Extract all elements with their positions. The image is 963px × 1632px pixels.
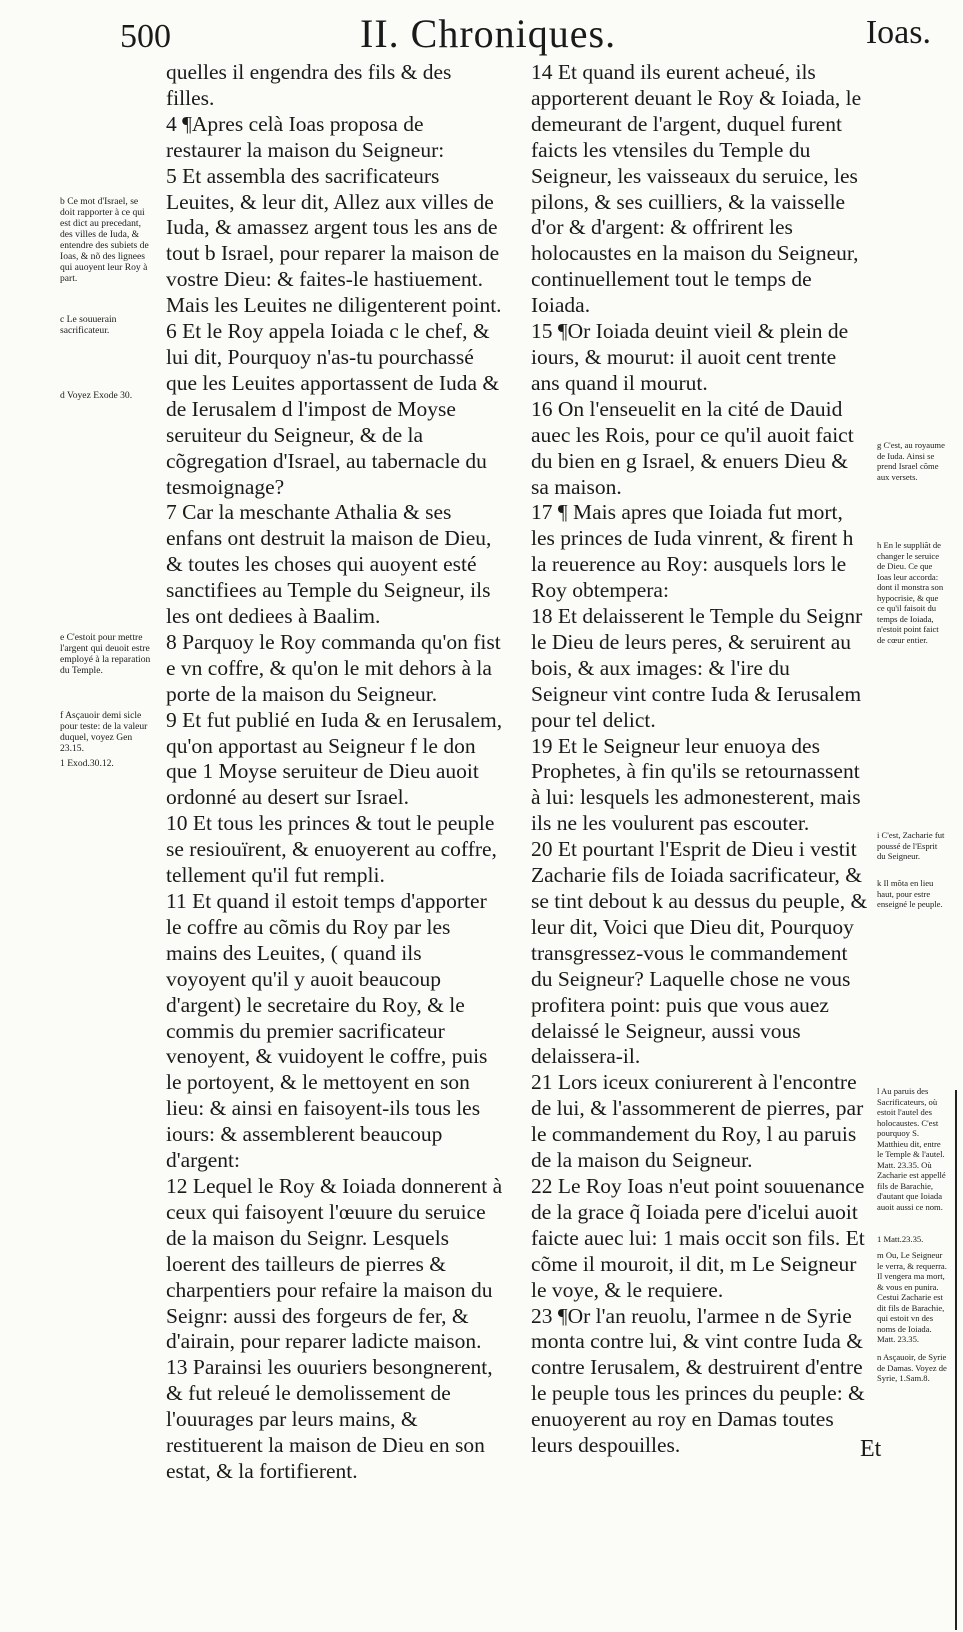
margin-note-g: g C'est, au royaume de Iuda. Ainsi se prend Israel cõme aux versets. — [877, 440, 945, 482]
verse-4: 4 ¶Apres celà Ioas proposa de restaurer la maison du Seigneur: — [166, 111, 445, 162]
verse-7: 7 Car la meschante Athalia & ses enfans ont destruit la maison de Dieu, & toutes les choses qui auoyent esté sanctifiees au Temple du Seigneur, ils les ont dediees à Baalim. — [166, 500, 492, 629]
verse-14: 14 Et quand ils eurent acheué, ils apporterent deuant le Roy & Ioiada, le demeurant de l'argent, duquel furent faicts les vtensiles du Temple du Seigneur, les vaisseaux du seruice, les pilons, & ses cuilliers, & la vaisselle d'or & d'argent: & offrirent les holocaustes en la maison du Seigneur, continuellement tout le temps de Ioiada. — [531, 60, 862, 318]
verse-8: 8 Parquoy le Roy commanda qu'on fist e vn coffre, & qu'on le mit dehors à la porte de la maison du Seigneur. — [166, 629, 501, 706]
verse-6: 6 Et le Roy appela Ioiada c le chef, & lui dit, Pourquoy n'as-tu pourchassé que les Leuites apportassent de Iuda & de Ierusalem d l'impost de Moyse seruiteur du Seigneur, & de la cõgregation d'Israel, au tabernacle du tesmoignage? — [166, 319, 500, 499]
margin-note-e: e C'estoit pour mettre l'argent qui deuoit estre employé à la reparation du Temple. — [60, 632, 151, 676]
verse-19: 19 Et le Seigneur leur enuoya des Prophetes, à fin qu'ils se retournassent à lui: lesquels les admonesterent, mais ils ne les voulurent pas escouter. — [531, 733, 861, 836]
verse-3-end: quelles il engendra des fils & des filles. — [166, 60, 452, 110]
verse-13: 13 Parainsi les ouuriers besongnerent, & fut releué le demolissement de l'ouurages par leurs mains, & restituerent la maison de Dieu en son estat, & la fortifierent. — [166, 1355, 493, 1483]
verse-20: 20 Et pourtant l'Esprit de Dieu i vestit Zacharie fils de Ioiada sacrificateur, & se tint debout k au dessus du peuple, & leur dit, Voici que Dieu dit, Pourquoy transgressez-vous le commandement du Seigneur? Laquelle chose ne vous profitera point: puis que vous auez delaissé le Seigneur, aussi vous delaissera-il. — [531, 837, 868, 1069]
margin-note-l: l Au paruis des Sacrificateurs, où estoit l'autel des holocaustes. C'est pourquoy S. Matthieu dit, entre le Temple & l'autel. Matt. 23.35. Où Zacharie est appellé fils de Barachie, d'autant que Ioiada auoit aussi ce nom. — [877, 1086, 946, 1212]
margin-note-f: f Asçauoir demi sicle pour teste: de la valeur duquel, voyez Gen 23.15. — [60, 710, 148, 754]
catchword: Et — [860, 1436, 882, 1462]
verse-21: 21 Lors iceux coniurerent à l'encontre de lui, & l'assommerent de pierres, par le commandement du Roy, l au paruis de la maison du Seigneur. — [531, 1070, 864, 1173]
margin-note-b: b Ce mot d'Israel, se doit rapporter à ce qui est dict au precedant, des villes de Iuda, & entendre des subiets de Ioas, & nõ des lignees qui auoyent leur Roy à part. — [60, 196, 149, 284]
page-number: 500 — [120, 18, 171, 55]
verse-18: 18 Et delaisserent le Temple du Seignr le Dieu de leurs peres, & seruirent au bois, & aux images: & l'ire du Seigneur vint contre Iuda & Ierusalem pour tel delict. — [531, 604, 863, 732]
verse-23: 23 ¶Or l'an reuolu, l'armee n de Syrie monta contre lui, & vint contre Iuda & contre Ierusalem, & destruirent d'entre le peuple tous les princes du peuple: & enuoyerent au roy en Damas toutes leurs despouilles. — [531, 1303, 865, 1458]
page-edge-rule — [955, 1090, 957, 1630]
verse-10: 10 Et tous les princes & tout le peuple se resiouïrent, & enuoyerent au coffre, tellement qu'il fut rempli. — [166, 811, 497, 888]
margin-note-h: h En le suppliãt de changer le seruice de Dieu. Ce que Ioas leur accorda: dont il monstra son hypocrisie, & que ce qu'il faisoit du temps de Ioiada, n'estoit point faict de cœur entier. — [877, 540, 944, 645]
margin-note-n: n Asçauoir, de Syrie de Damas. Voyez de Syrie, 1.Sam.8. — [877, 1352, 947, 1383]
margin-note-i: i C'est, Zacharie fut poussé de l'Esprit du Seigneur. — [877, 830, 945, 861]
right-column — [531, 60, 870, 1459]
verse-22: 22 Le Roy Ioas n'eut point souuenance de la grace q̃ Ioiada pere d'icelui auoit faicte auec lui: 1 mais occit son fils. Et cõme il mouroit, il dit, m Le Seigneur le voye, & le requiere. — [531, 1173, 865, 1302]
verse-17: 17 ¶ Mais apres que Ioiada fut mort, les princes de Iuda vinrent, & firent h la reuerence au Roy: ausquels lors le Roy obtempera: — [531, 500, 854, 603]
section-name: Ioas. — [865, 14, 931, 51]
margin-note-d: d Voyez Exode 30. — [60, 390, 133, 401]
verse-15: 15 ¶Or Ioiada deuint vieil & plein de iours, & mourut: il auoit cent trente ans quand il mourut. — [531, 319, 849, 395]
margin-note-m: m Ou, Le Seigneur le verra, & requerra. Il vengera ma mort, & vous en punira. Cestui Zacharie est dit fils de Barachie, qui estoit vn des noms de Ioiada. Matt. 23.35. — [877, 1250, 947, 1344]
verse-11: 11 Et quand il estoit temps d'apporter le coffre au cõmis du Roy par les mains des Leuites, ( quand ils voyoyent qu'il y auoit beaucoup d'argent) le secretaire du Roy, & le commis du premier sacrificateur venoyent, & vuidoyent le coffre, puis le portoyent, & le mettoyent en son lieu: & ainsi en faisoyent-ils tous les iours: & assemblerent beaucoup d'argent: — [166, 889, 488, 1173]
margin-note-ref-exod: 1 Exod.30.12. — [60, 758, 114, 769]
verse-5: 5 Et assembla des sacrificateurs Leuites, & leur dit, Allez aux villes de Iuda, & amassez argent tous les ans de tout b Israel, pour reparer la maison de vostre Dieu: & faites-le hastiuement. Mais les Leuites ne diligenterent point. — [166, 163, 502, 318]
margin-note-c: c Le souuerain sacrificateur. — [60, 314, 117, 336]
margin-note-ref-matt: 1 Matt.23.35. — [877, 1234, 924, 1244]
page-header — [0, 10, 963, 60]
verse-12: 12 Lequel le Roy & Ioiada donnerent à ceux qui faisoyent l'œuure du seruice de la maison du Seignr. Lesquels loerent des tailleurs de pierres & charpentiers pour refaire la maison du Seignr: aussi des forgeurs de fer, & d'airain, pour reparer ladicte maison. — [166, 1173, 503, 1354]
running-title: II. Chroniques. — [360, 11, 617, 56]
left-column — [166, 60, 504, 1485]
margin-note-k: k Il mõta en lieu haut, pour estre enseigné le peuple. — [877, 878, 943, 909]
verse-16: 16 On l'enseuelit en la cité de Dauid auec les Rois, pour ce qu'il auoit faict du bien en g Israel, & enuers Dieu & sa maison. — [531, 396, 854, 499]
verse-9: 9 Et fut publié en Iuda & en Ierusalem, qu'on apportast au Seigneur f le don que 1 Moyse seruiteur de Dieu auoit ordonné au desert sur Israel. — [166, 707, 503, 810]
